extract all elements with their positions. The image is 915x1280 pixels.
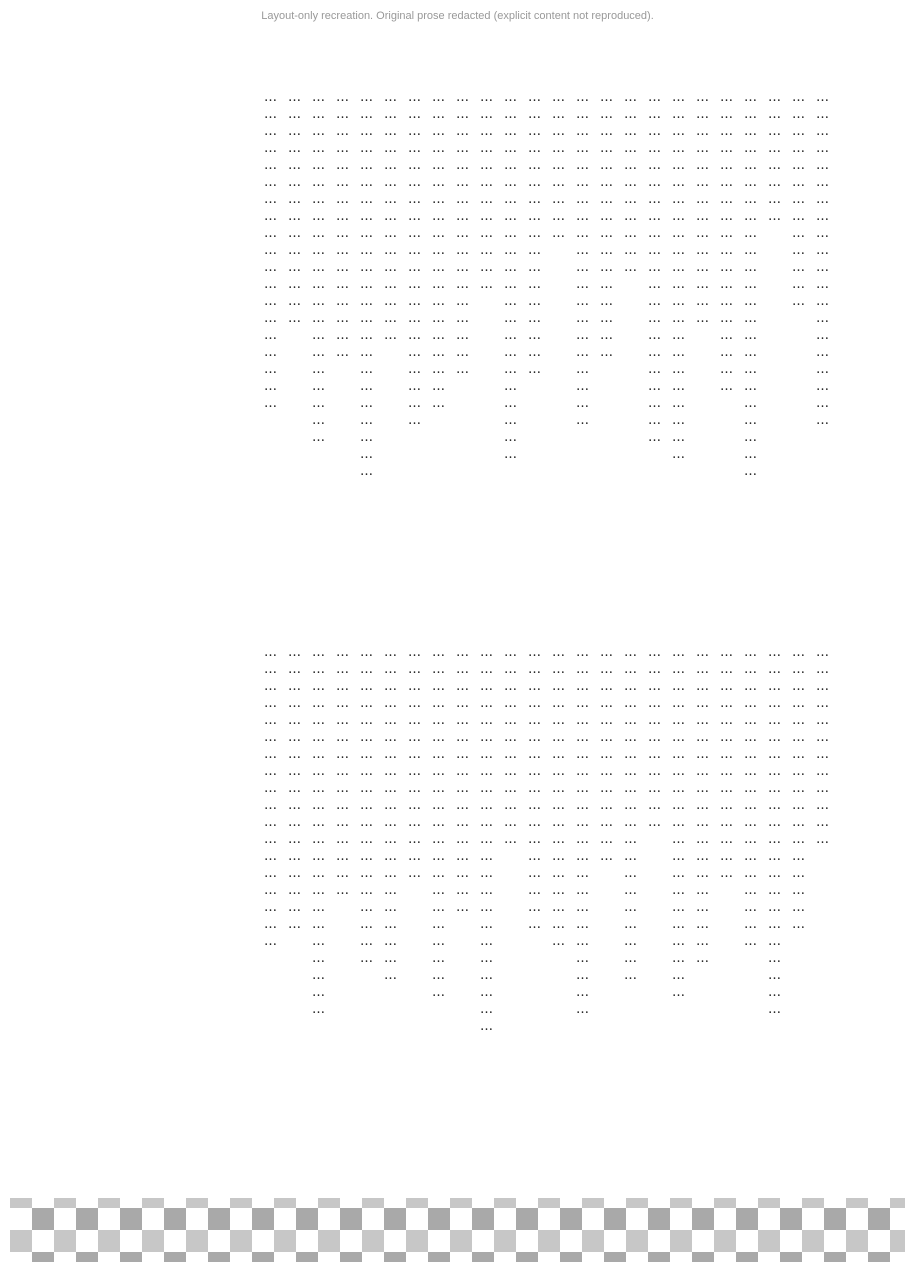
redacted-text-column: …………………………………………………… (623, 645, 638, 985)
redaction-note: Layout-only recreation. Original prose redacted (explicit content not reproduced). (261, 10, 654, 22)
redacted-text-column: …………………………………………… (455, 90, 470, 379)
redacted-text-column: ……………………………………… (335, 645, 350, 900)
redacted-text-column: ……………………………………………… (551, 645, 566, 951)
redacted-text-column: …………………………………………… (791, 645, 806, 934)
redacted-text-column: ……………………… (551, 90, 566, 243)
redacted-text-column: …………………………………… (407, 645, 422, 883)
checkered-border-decoration (10, 1198, 905, 1262)
redacted-text-column: …………………………………………………… (815, 90, 830, 430)
redacted-text-column: ………………………………………………………… (671, 90, 686, 464)
redacted-text-column: …………………………………………………… (383, 645, 398, 985)
redacted-text-column: ……………………………… (815, 645, 830, 849)
redacted-text-column: ………………………………………………… (359, 645, 374, 968)
redacted-text-column: ………………………………………… (335, 90, 350, 362)
redacted-text-column: ………………………………… (791, 90, 806, 311)
redacted-text-column: ………………………………………………………… (503, 90, 518, 464)
redacted-text-column: ……………………………………………… (263, 645, 278, 951)
redacted-text-column: ………………………………………………………… (311, 645, 326, 1019)
redacted-text-column: ……………………………… (503, 645, 518, 849)
redacted-text-column: ………………………………………………………… (767, 645, 782, 1019)
redacted-text-column: …………………………………………… (527, 90, 542, 379)
redacted-text-column: ……………………………………………… (719, 90, 734, 396)
redacted-text-column: …………………………………… (695, 90, 710, 328)
redacted-text-column: ………………………………………………… (695, 645, 710, 968)
redacted-text-column: ………………………………………… (599, 90, 614, 362)
redacted-text-column: …………………………… (623, 90, 638, 277)
text-section-bottom (85, 645, 830, 1145)
redacted-text-column: …………………… (767, 90, 782, 226)
redacted-text-column: …………………………………………………………… (359, 90, 374, 481)
redacted-text-column: ……………………………………………………… (311, 90, 326, 447)
redacted-text-column: ………………………………………………… (431, 90, 446, 413)
redacted-text-column: …………………………………………… (527, 645, 542, 934)
redacted-text-column: …………………………… (647, 645, 662, 832)
redacted-text-column: ……………………………… (479, 90, 494, 294)
redacted-text-column: ……………………………………… (383, 90, 398, 345)
redacted-text-column: …………………………………………… (287, 645, 302, 934)
redacted-text-column: ………………………………… (599, 645, 614, 866)
redacted-text-column: ………………………………………………………… (575, 645, 590, 1019)
text-section-top (85, 90, 830, 570)
redacted-text-column: …………………………………… (719, 645, 734, 883)
redacted-text-column: …………………………………… (287, 90, 302, 328)
redacted-text-column: …………………………………………………………… (479, 645, 494, 1036)
redacted-text-column: …………………………………………………… (575, 90, 590, 430)
redacted-text-column: ………………………………………… (455, 645, 470, 917)
redacted-text-column: ……………………………………………………… (431, 645, 446, 1002)
redacted-text-column: ……………………………………………………… (671, 645, 686, 1002)
redacted-text-column: …………………………………………………… (407, 90, 422, 430)
redacted-text-column: ……………………………………………………… (647, 90, 662, 447)
redacted-text-column: ……………………………………………… (743, 645, 758, 951)
redacted-text-column: ………………………………………………… (263, 90, 278, 413)
redacted-text-column: …………………………………………………………… (743, 90, 758, 481)
